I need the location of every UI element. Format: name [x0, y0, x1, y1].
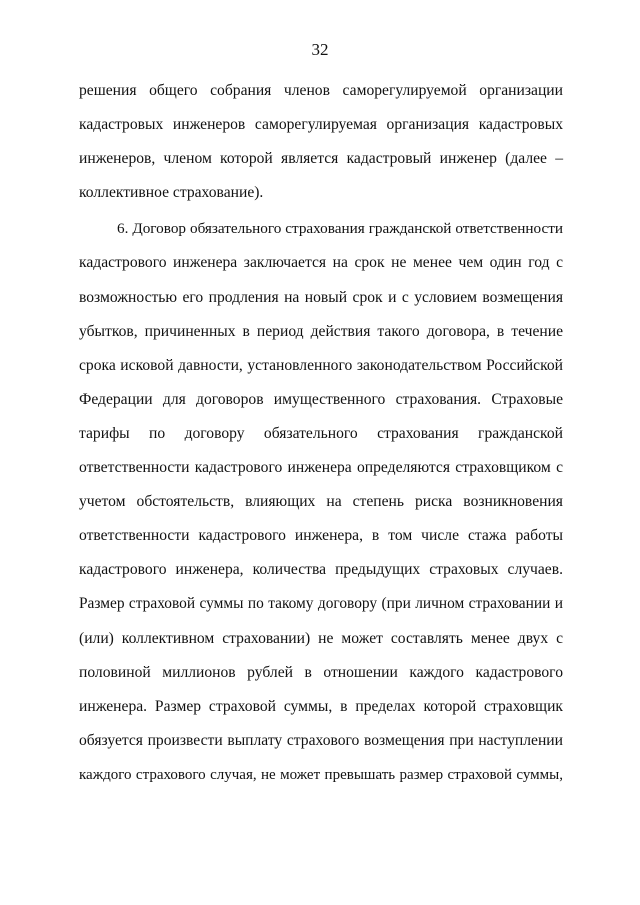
text-line: убытков, причиненных в период действия такого договора, в течение — [79, 322, 563, 340]
text-line: инженера. Размер страховой суммы, в пределах которой страховщик — [79, 697, 563, 715]
text-line: каждого страхового случая, не может превышать размер страховой суммы, — [79, 766, 563, 783]
text-line: тарифы по договору обязательного страхования гражданской — [79, 424, 563, 442]
text-line: решения общего собрания членов саморегулируемой организации — [79, 82, 563, 99]
text-line: кадастрового инженера заключается на срок не менее чем один год с — [79, 254, 563, 272]
page-number: 32 — [311, 40, 329, 59]
paragraph-item-6 — [79, 212, 563, 792]
text-line: (или) коллективном страховании) не может составлять менее двух с — [79, 629, 563, 647]
document-body — [79, 74, 563, 792]
text-line: 6. Договор обязательного страхования гражданской ответственности — [117, 220, 563, 238]
text-line: коллективное страхование). — [79, 184, 264, 202]
text-line: Размер страховой суммы по такому договору (при личном страховании и — [79, 595, 563, 613]
text-line: кадастровых инженеров саморегулируемая организация кадастровых — [79, 116, 563, 134]
text-line: учетом обстоятельств, влияющих на степень риска возникновения — [79, 493, 563, 511]
text-line: ответственности кадастрового инженера определяются страховщиком с — [79, 459, 563, 477]
text-line: возможностью его продления на новый срок и с условием возмещения — [79, 288, 563, 306]
text-line: инженеров, членом которой является кадастровый инженер (далее – — [79, 150, 563, 168]
text-line: Федерации для договоров имущественного страхования. Страховые — [79, 390, 563, 408]
text-line: срока исковой давности, установленного законодательством Российской — [79, 356, 563, 374]
text-line: обязуется произвести выплату страхового возмещения при наступлении — [79, 731, 563, 749]
paragraph-continuation — [79, 74, 563, 210]
text-line: кадастрового инженера, количества предыдущих страховых случаев. — [79, 561, 563, 579]
text-line: ответственности кадастрового инженера, в том числе стажа работы — [79, 527, 563, 545]
text-line: половиной миллионов рублей в отношении каждого кадастрового — [79, 663, 563, 681]
